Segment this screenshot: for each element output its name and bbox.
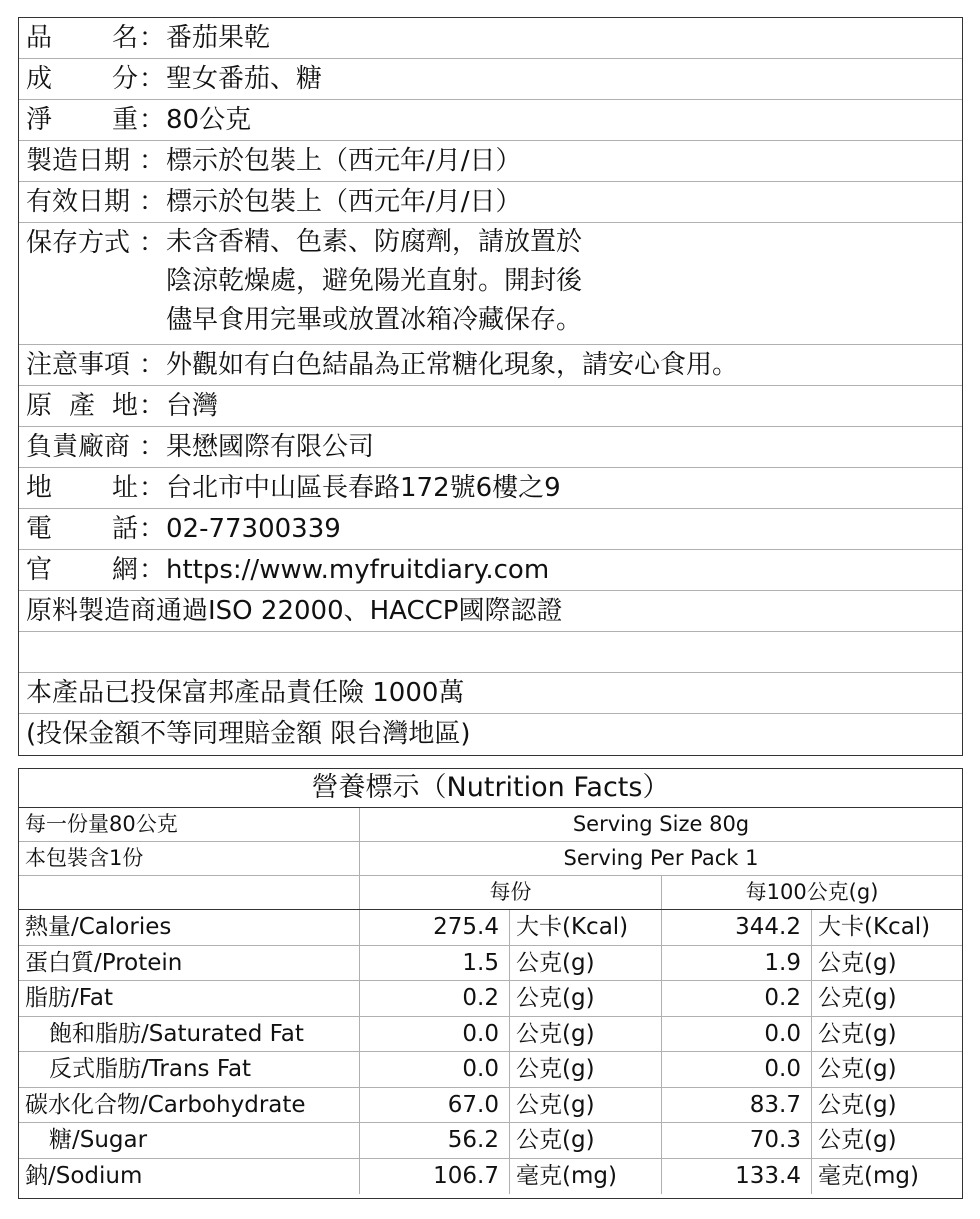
info-label — [19, 468, 138, 508]
info-label-part: 地 — [111, 391, 138, 421]
info-value: 02-77300339 — [166, 514, 341, 544]
info-colon: ： — [138, 473, 165, 503]
info-value-line: 未含香精、色素、防腐劑，請放置於 — [166, 227, 583, 257]
product-info-table — [18, 17, 963, 756]
info-label — [19, 59, 138, 99]
info-value: 聖女番茄、糖 — [166, 64, 323, 94]
blank-row — [19, 632, 962, 673]
per-100g-value: 344.2 — [662, 910, 812, 945]
info-colon: ： — [138, 146, 165, 176]
info-colon: ： — [138, 514, 165, 544]
info-colon: ： — [138, 555, 165, 585]
per-100g-value: 0.2 — [662, 981, 812, 1016]
info-label-part: 網 — [111, 555, 138, 585]
info-label-part: 名 — [111, 23, 138, 53]
info-value-line: 陰涼乾燥處，避免陽光直射。開封後 — [166, 266, 583, 296]
per-serving-value: 0.0 — [360, 1017, 510, 1052]
nutrient-row — [19, 1088, 962, 1124]
info-value: 台灣 — [166, 391, 219, 421]
per-serving-unit: 公克(g) — [510, 981, 662, 1016]
info-row — [19, 345, 962, 386]
info-colon: ： — [138, 64, 165, 94]
nutrition-facts-table — [18, 768, 963, 1199]
per-serving-unit: 大卡(Kcal) — [510, 910, 662, 945]
info-label-part: 話 — [111, 514, 138, 544]
nutrient-name: 反式脂肪/Trans Fat — [19, 1052, 360, 1087]
info-row — [19, 141, 962, 182]
servings-label: 本包裝含1份 — [19, 842, 360, 875]
info-value: 外觀如有白色結晶為正常糖化現象，請安心食用。 — [166, 350, 739, 380]
nutrient-row — [19, 1159, 962, 1195]
per-100g-value: 83.7 — [662, 1088, 812, 1123]
per-serving-value: 106.7 — [360, 1159, 510, 1195]
info-row — [19, 59, 962, 100]
nutrient-name: 碳水化合物/Carbohydrate — [19, 1088, 360, 1123]
servings-value: Serving Per Pack 1 — [563, 846, 759, 870]
info-row — [19, 509, 962, 550]
per-serving-value: 67.0 — [360, 1088, 510, 1123]
per-100g-unit: 公克(g) — [818, 1091, 897, 1118]
per-100g-unit: 公克(g) — [818, 985, 897, 1011]
per-100g-value: 133.4 — [662, 1159, 812, 1195]
nutrient-row — [19, 1052, 962, 1088]
info-value: 80公克 — [166, 105, 252, 135]
per-serving-unit: 公克(g) — [510, 1017, 662, 1052]
nutrient-name: 糖/Sugar — [19, 1123, 360, 1158]
info-row — [19, 100, 962, 141]
info-colon: ： — [138, 105, 165, 135]
insurance-note-row — [19, 714, 962, 755]
info-label-part: 成 — [26, 64, 53, 94]
info-label-part: 分 — [111, 64, 138, 94]
info-value — [166, 223, 962, 340]
nutrient-name: 鈉/Sodium — [19, 1159, 360, 1195]
info-label — [19, 509, 138, 549]
insurance-row-text: 本產品已投保富邦產品責任險 1000萬 — [26, 678, 465, 708]
per-100g-value: 1.9 — [662, 946, 812, 981]
nutrient-name: 熱量/Calories — [19, 910, 360, 945]
insurance-row — [19, 673, 962, 714]
nutrient-name: 蛋白質/Protein — [19, 946, 360, 981]
per-serving-unit: 公克(g) — [510, 946, 662, 981]
nutrition-rows — [19, 910, 962, 1194]
servings-per-pack-row — [19, 842, 962, 876]
info-label-part: 產 — [68, 391, 95, 421]
info-value: https://www.myfruitdiary.com — [166, 555, 550, 585]
per-100g-unit: 公克(g) — [818, 1127, 897, 1153]
nutrient-row — [19, 981, 962, 1017]
nutrient-row — [19, 1017, 962, 1053]
info-label-part: 品 — [26, 23, 53, 53]
info-label-part: 淨 — [26, 105, 53, 135]
per-100g-value: 70.3 — [662, 1123, 812, 1158]
info-row — [19, 223, 962, 345]
serving-size-value: Serving Size 80g — [572, 812, 750, 836]
per-serving-value: 1.5 — [360, 946, 510, 981]
nutrient-name: 飽和脂肪/Saturated Fat — [19, 1017, 360, 1052]
info-label-part: 重 — [111, 105, 138, 135]
per-serving-value: 0.2 — [360, 981, 510, 1016]
info-label — [19, 182, 138, 222]
info-row — [19, 386, 962, 427]
info-value: 番茄果乾 — [166, 23, 271, 53]
certification-row-text: 原料製造商通過ISO 22000、HACCP國際認證 — [26, 596, 563, 626]
info-value-line: 儘早食用完畢或放置冰箱冷藏保存。 — [166, 305, 583, 335]
per-100g-unit: 大卡(Kcal) — [818, 914, 931, 940]
info-colon: ： — [138, 350, 165, 380]
info-label — [19, 386, 138, 426]
info-label — [19, 427, 138, 467]
nutrient-row — [19, 946, 962, 982]
info-label — [19, 223, 138, 263]
info-colon: ： — [138, 187, 165, 217]
info-row — [19, 550, 962, 591]
per-100g-unit: 毫克(mg) — [818, 1162, 919, 1189]
info-label-part: 地 — [26, 473, 53, 503]
info-colon: ： — [138, 23, 165, 53]
per-100g-value: 0.0 — [662, 1052, 812, 1087]
per-serving-value: 0.0 — [360, 1052, 510, 1087]
nutrient-row — [19, 1123, 962, 1159]
nutrition-title: 營養標示（Nutrition Facts） — [19, 769, 962, 808]
header-blank — [19, 876, 360, 909]
per-100g-unit: 公克(g) — [818, 1056, 897, 1082]
info-value: 標示於包裝上（西元年/月/日） — [166, 146, 522, 176]
per-serving-unit: 公克(g) — [510, 1052, 662, 1087]
nutrient-row — [19, 910, 962, 946]
per-serving-unit: 毫克(mg) — [510, 1159, 662, 1195]
header-per-100g: 每100公克(g) — [745, 880, 879, 904]
info-colon: ： — [138, 432, 165, 462]
info-label-part: 負責廠商 — [26, 432, 131, 462]
insurance-note-row-text: (投保金額不等同理賠金額 限台灣地區) — [26, 719, 471, 749]
info-label-part: 注意事項 — [26, 350, 131, 380]
info-label — [19, 141, 138, 181]
info-row — [19, 468, 962, 509]
info-label-part: 原 — [26, 391, 53, 421]
per-100g-unit: 公克(g) — [818, 949, 897, 976]
info-row — [19, 18, 962, 59]
info-value: 標示於包裝上（西元年/月/日） — [166, 187, 522, 217]
info-label — [19, 345, 138, 385]
header-per-serving: 每份 — [360, 876, 662, 909]
info-label — [19, 100, 138, 140]
info-label-part: 製造日期 — [26, 146, 131, 176]
info-row — [19, 182, 962, 223]
info-label-part: 電 — [26, 514, 53, 544]
info-colon: ： — [138, 391, 165, 421]
certification-row — [19, 591, 962, 632]
info-row — [19, 427, 962, 468]
info-value: 果懋國際有限公司 — [166, 432, 375, 462]
info-label-part: 官 — [26, 555, 53, 585]
info-label-part: 保存方式 — [26, 228, 131, 258]
info-value: 台北市中山區長春路172號6樓之9 — [166, 473, 561, 503]
per-serving-value: 56.2 — [360, 1123, 510, 1158]
info-colon: ： — [138, 228, 165, 258]
nutrient-name: 脂肪/Fat — [19, 981, 360, 1016]
serving-size-label: 每一份量80公克 — [19, 808, 360, 841]
per-100g-value: 0.0 — [662, 1017, 812, 1052]
serving-size-row — [19, 808, 962, 842]
per-serving-unit: 公克(g) — [510, 1123, 662, 1158]
info-label-part: 有效日期 — [26, 187, 131, 217]
info-label — [19, 550, 138, 590]
info-label — [19, 18, 138, 58]
per-serving-unit: 公克(g) — [510, 1088, 662, 1123]
per-serving-value: 275.4 — [360, 910, 510, 945]
per-100g-unit: 公克(g) — [818, 1020, 897, 1047]
info-label-part: 址 — [111, 473, 138, 503]
column-header-row — [19, 876, 962, 910]
